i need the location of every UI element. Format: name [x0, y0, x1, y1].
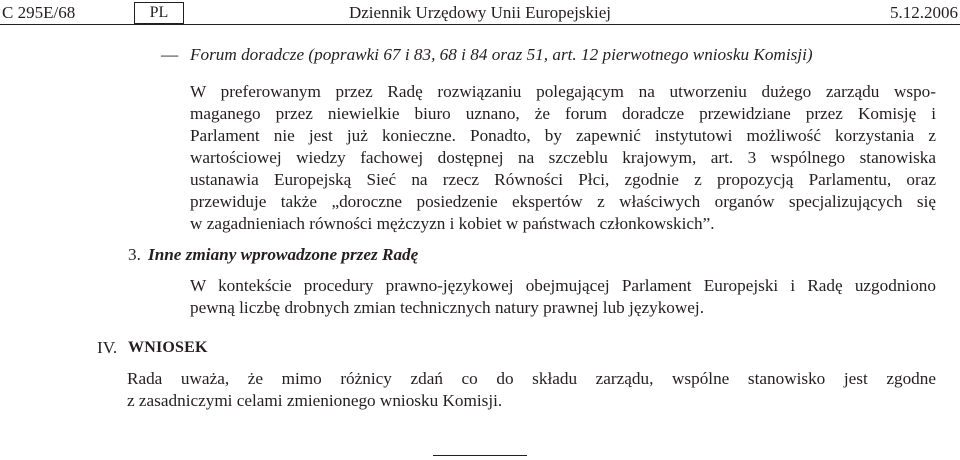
- text-line: Parlament nie jest już konieczne. Ponadto, by zapewnić instytutowi możliwość korzystania z: [190, 126, 936, 145]
- text-line: w zagadnieniach równości mężczyzn i kobiet w państwach członkowskich”.: [190, 214, 715, 233]
- text-line: W kontekście procedury prawno-językowej obejmującej Parlament Europejski i Radę uzgodniono: [190, 276, 936, 295]
- issue-date: 5.12.2006: [890, 3, 958, 22]
- text-line: W preferowanym przez Radę rozwiązaniu polegającym na utworzeniu dużego zarządu wspo-: [190, 82, 936, 101]
- text-line: Forum doradcze (poprawki 67 i 83, 68 i 84 oraz 51, art. 12 pierwotnego wniosku Komisji): [190, 45, 813, 64]
- body-paragraph: [190, 81, 936, 235]
- text-line: Rada uważa, że mimo różnicy zdań co do składu zarządu, wspólne stanowisko jest zgodne: [127, 369, 936, 388]
- section-paragraph: [190, 275, 936, 319]
- journal-title: Dziennik Urzędowy Unii Europejskiej: [348, 3, 611, 22]
- end-rule: [433, 455, 527, 456]
- document-reference: C 295E/68: [2, 3, 76, 22]
- chapter-title: WNIOSEK: [128, 339, 208, 356]
- text-line: maganego przez niewielkie biuro uznano, że forum doradcze przewidziane przez Komisję i: [190, 104, 936, 123]
- text-line: wartościowej wiedzy fachowej dostępnej na szczeblu krajowym, art. 3 wspólnego stanowiska: [190, 148, 936, 167]
- section-number: 3.: [128, 245, 141, 264]
- bullet-heading: [190, 44, 936, 66]
- text-line: pewną liczbę drobnych zmian technicznych natury prawnej lub językowej.: [190, 298, 704, 317]
- dash-bullet: —: [161, 45, 179, 64]
- text-line: z zasadniczymi celami zmienionego wniosku Komisji.: [127, 391, 503, 410]
- text-line: ustanawia Europejską Sieć na rzecz Równości Płci, zgodnie z propozycją Parlamentu, oraz: [190, 170, 936, 189]
- section-title: Inne zmiany wprowadzone przez Radę: [148, 245, 419, 264]
- chapter-number: IV.: [97, 338, 118, 357]
- language-box: PL: [134, 2, 184, 24]
- header-rule: [0, 24, 960, 25]
- text-line: przewiduje także „doroczne posiedzenie ekspertów z właściwych organów specjalizujących się: [190, 192, 936, 211]
- conclusion-paragraph: [127, 368, 936, 412]
